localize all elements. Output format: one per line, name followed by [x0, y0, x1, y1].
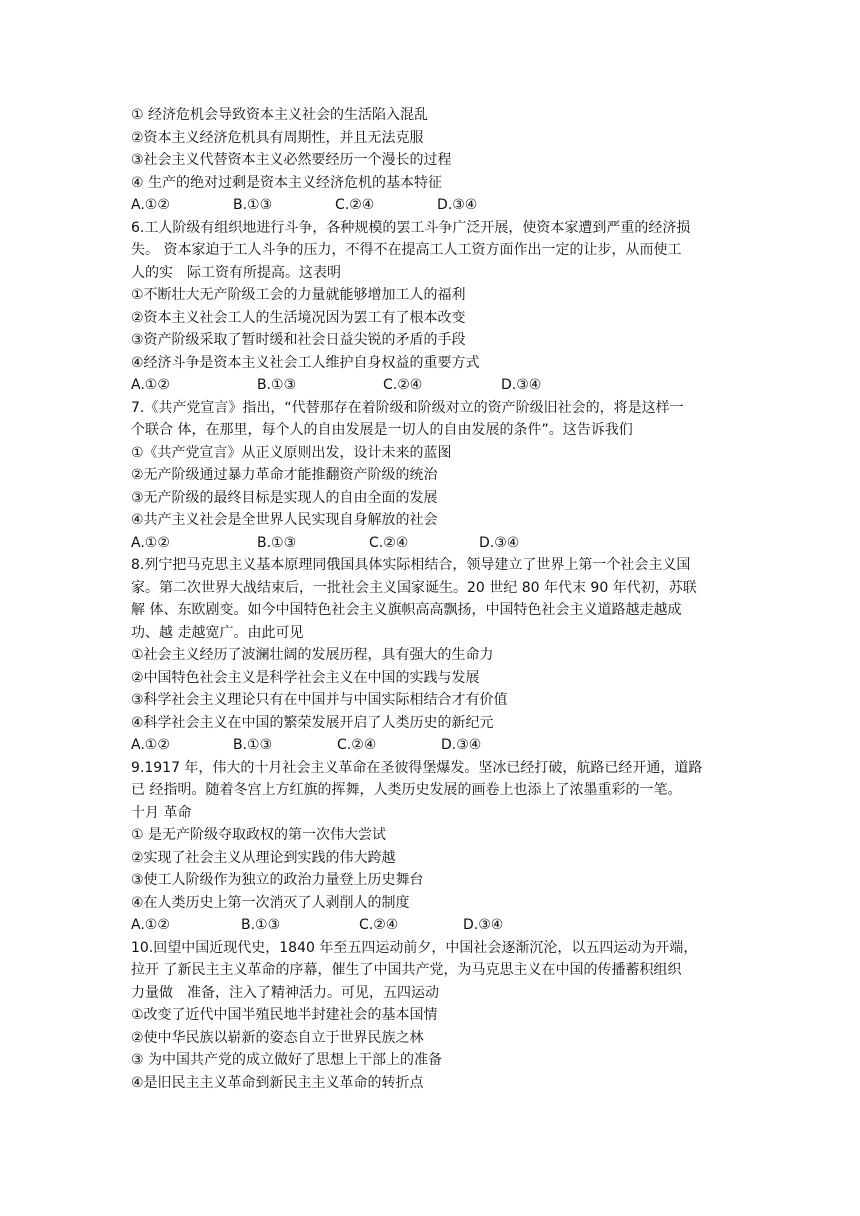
q5-choices	[131, 194, 741, 217]
q7-option-2: ②无产阶级通过暴力革命才能推翻资产阶级的统治	[131, 467, 438, 483]
q8-option-1: ①社会主义经历了波澜壮阔的发展历程，具有强大的生命力	[131, 647, 494, 663]
q5-choice-c: C.②④	[335, 197, 375, 213]
q8-choices	[131, 734, 741, 757]
q9-choice-d: D.③④	[463, 917, 504, 933]
q8-stem-line-1: 8.列宁把马克思主义基本原理同俄国具体实际相结合，领导建立了世界上第一个社会主义国	[131, 557, 691, 573]
q6-option-4: ④经济斗争是资本主义社会工人维护自身权益的重要方式	[131, 354, 480, 371]
q8-choice-d: D.③④	[441, 737, 482, 753]
q9-choice-b: B.①③	[241, 917, 281, 933]
q7-stem-line-1: 7.《共产党宣言》指出，“代替那存在着阶级和阶级对立的资产阶级旧社会的，将是这样一	[131, 399, 684, 416]
q6-choice-b: B.①③	[257, 377, 297, 393]
q10-option-2: ②使中华民族以崭新的姿态自立于世界民族之林	[131, 1029, 424, 1046]
q10-stem-line-2: 拉开 了新民主主义革命的序幕，催生了中国共产党，为马克思主义在中国的传播蓄积组织	[131, 962, 682, 978]
q6-choices	[131, 374, 741, 397]
q10-option-4: ④是旧民主主义革命到新民主主义革命的转折点	[131, 1074, 424, 1091]
q10-option-1: ①改变了近代中国半殖民地半封建社会的基本国情	[131, 1007, 438, 1023]
q8-choice-a: A.①②	[131, 737, 170, 753]
q6-choice-d: D.③④	[501, 377, 542, 393]
q10-stem-line-3: 力量做 准备，注入了精神活力。可见，五四运动	[131, 984, 439, 1001]
q9-stem-line-2: 已 经指明。随着冬宫上方红旗的挥舞，人类历史发展的画卷上也添上了浓墨重彩的一笔。	[131, 782, 682, 798]
q7-choice-c: C.②④	[369, 534, 409, 551]
q9-option-4: ④在人类历史上第一次消灭了人剥削人的制度	[131, 894, 410, 911]
q7-option-3: ③无产阶级的最终目标是实现人的自由全面的发展	[131, 489, 438, 506]
q8-choice-b: B.①③	[233, 737, 273, 753]
q8-option-3: ③科学社会主义理论只有在中国并与中国实际相结合才有价值	[131, 692, 508, 708]
q7-choice-d: D.③④	[479, 534, 520, 551]
q9-stem-line-3: 十月 革命	[131, 804, 192, 821]
q7-choice-a: A.①②	[131, 534, 170, 551]
q6-option-2: ②资本主义社会工人的生活境况因为罢工有了根本改变	[131, 309, 466, 326]
q8-choice-c: C.②④	[337, 737, 377, 753]
q9-choice-a: A.①②	[131, 917, 170, 933]
q9-option-1: ① 是无产阶级夺取政权的第一次伟大尝试	[131, 827, 386, 843]
q7-option-4: ④共产主义社会是全世界人民实现自身解放的社会	[131, 512, 438, 528]
q7-stem-line-2: 个联合 体，在那里，每个人的自由发展是一切人的自由发展的条件”。这告诉我们	[131, 422, 633, 438]
q10-stem-line-1: 10.回望中国近现代史，1840 年至五四运动前夕，中国社会逐渐沉沦，以五四运动为开端，	[131, 939, 698, 956]
q9-choices	[131, 914, 741, 937]
q8-option-2: ②中国特色社会主义是科学社会主义在中国的实践与发展	[131, 669, 480, 686]
q8-option-4: ④科学社会主义在中国的繁荣发展开启了人类历史的新纪元	[131, 714, 494, 731]
q5-option-3: ③社会主义代替资本主义必然要经历一个漫长的过程	[131, 152, 452, 168]
question-content	[131, 104, 741, 1094]
q9-choice-c: C.②④	[359, 917, 399, 933]
q8-stem-line-4: 功、越 走越宽广。由此可见	[131, 624, 304, 641]
q5-choice-d: D.③④	[437, 197, 478, 213]
q5-choice-a: A.①②	[131, 197, 170, 213]
q5-choice-b: B.①③	[233, 197, 273, 213]
q10-option-3: ③ 为中国共产党的成立做好了思想上干部上的准备	[131, 1052, 442, 1068]
q7-option-1: ①《共产党宣言》从正义原则出发，设计未来的蓝图	[131, 444, 452, 461]
q9-stem-line-1: 9.1917 年，伟大的十月社会主义革命在圣彼得堡爆发。坚冰已经打破，航路已经开通，道路	[131, 759, 703, 776]
q8-stem-line-2: 家。第二次世界大战结束后，一批社会主义国家诞生。20 世纪 80 年代末 90 年代初，苏联	[131, 579, 697, 596]
q7-choice-b: B.①③	[257, 534, 297, 551]
q9-option-2: ②实现了社会主义从理论到实践的伟大跨越	[131, 849, 396, 866]
q7-choices	[131, 532, 741, 555]
q6-stem-line-2: 失。 资本家迫于工人斗争的压力，不得不在提高工人工资方面作出一定的让步，从而使工	[131, 242, 682, 258]
q6-stem-line-1: 6.工人阶级有组织地进行斗争，各种规模的罢工斗争广泛开展，使资本家遭到严重的经济损	[131, 219, 691, 236]
q5-option-4: ④ 生产的绝对过剩是资本主义经济危机的基本特征	[131, 174, 442, 191]
q6-choice-c: C.②④	[383, 377, 423, 393]
q6-choice-a: A.①②	[131, 377, 170, 393]
q5-option-2: ②资本主义经济危机具有周期性，并且无法克服	[131, 129, 424, 146]
q6-option-3: ③资产阶级采取了暂时缓和社会日益尖锐的矛盾的手段	[131, 332, 466, 348]
q6-option-1: ①不断壮大无产阶级工会的力量就能够增加工人的福利	[131, 287, 466, 303]
q9-option-3: ③使工人阶级作为独立的政治力量登上历史舞台	[131, 872, 424, 888]
q5-option-1: ① 经济危机会导致资本主义社会的生活陷入混乱	[131, 107, 428, 123]
q8-stem-line-3: 解 体、东欧剧变。如今中国特色社会主义旗帜高高飘扬，中国特色社会主义道路越走越成	[131, 602, 682, 618]
q6-stem-line-3: 人的实 际工资有所提高。这表明	[131, 264, 341, 281]
